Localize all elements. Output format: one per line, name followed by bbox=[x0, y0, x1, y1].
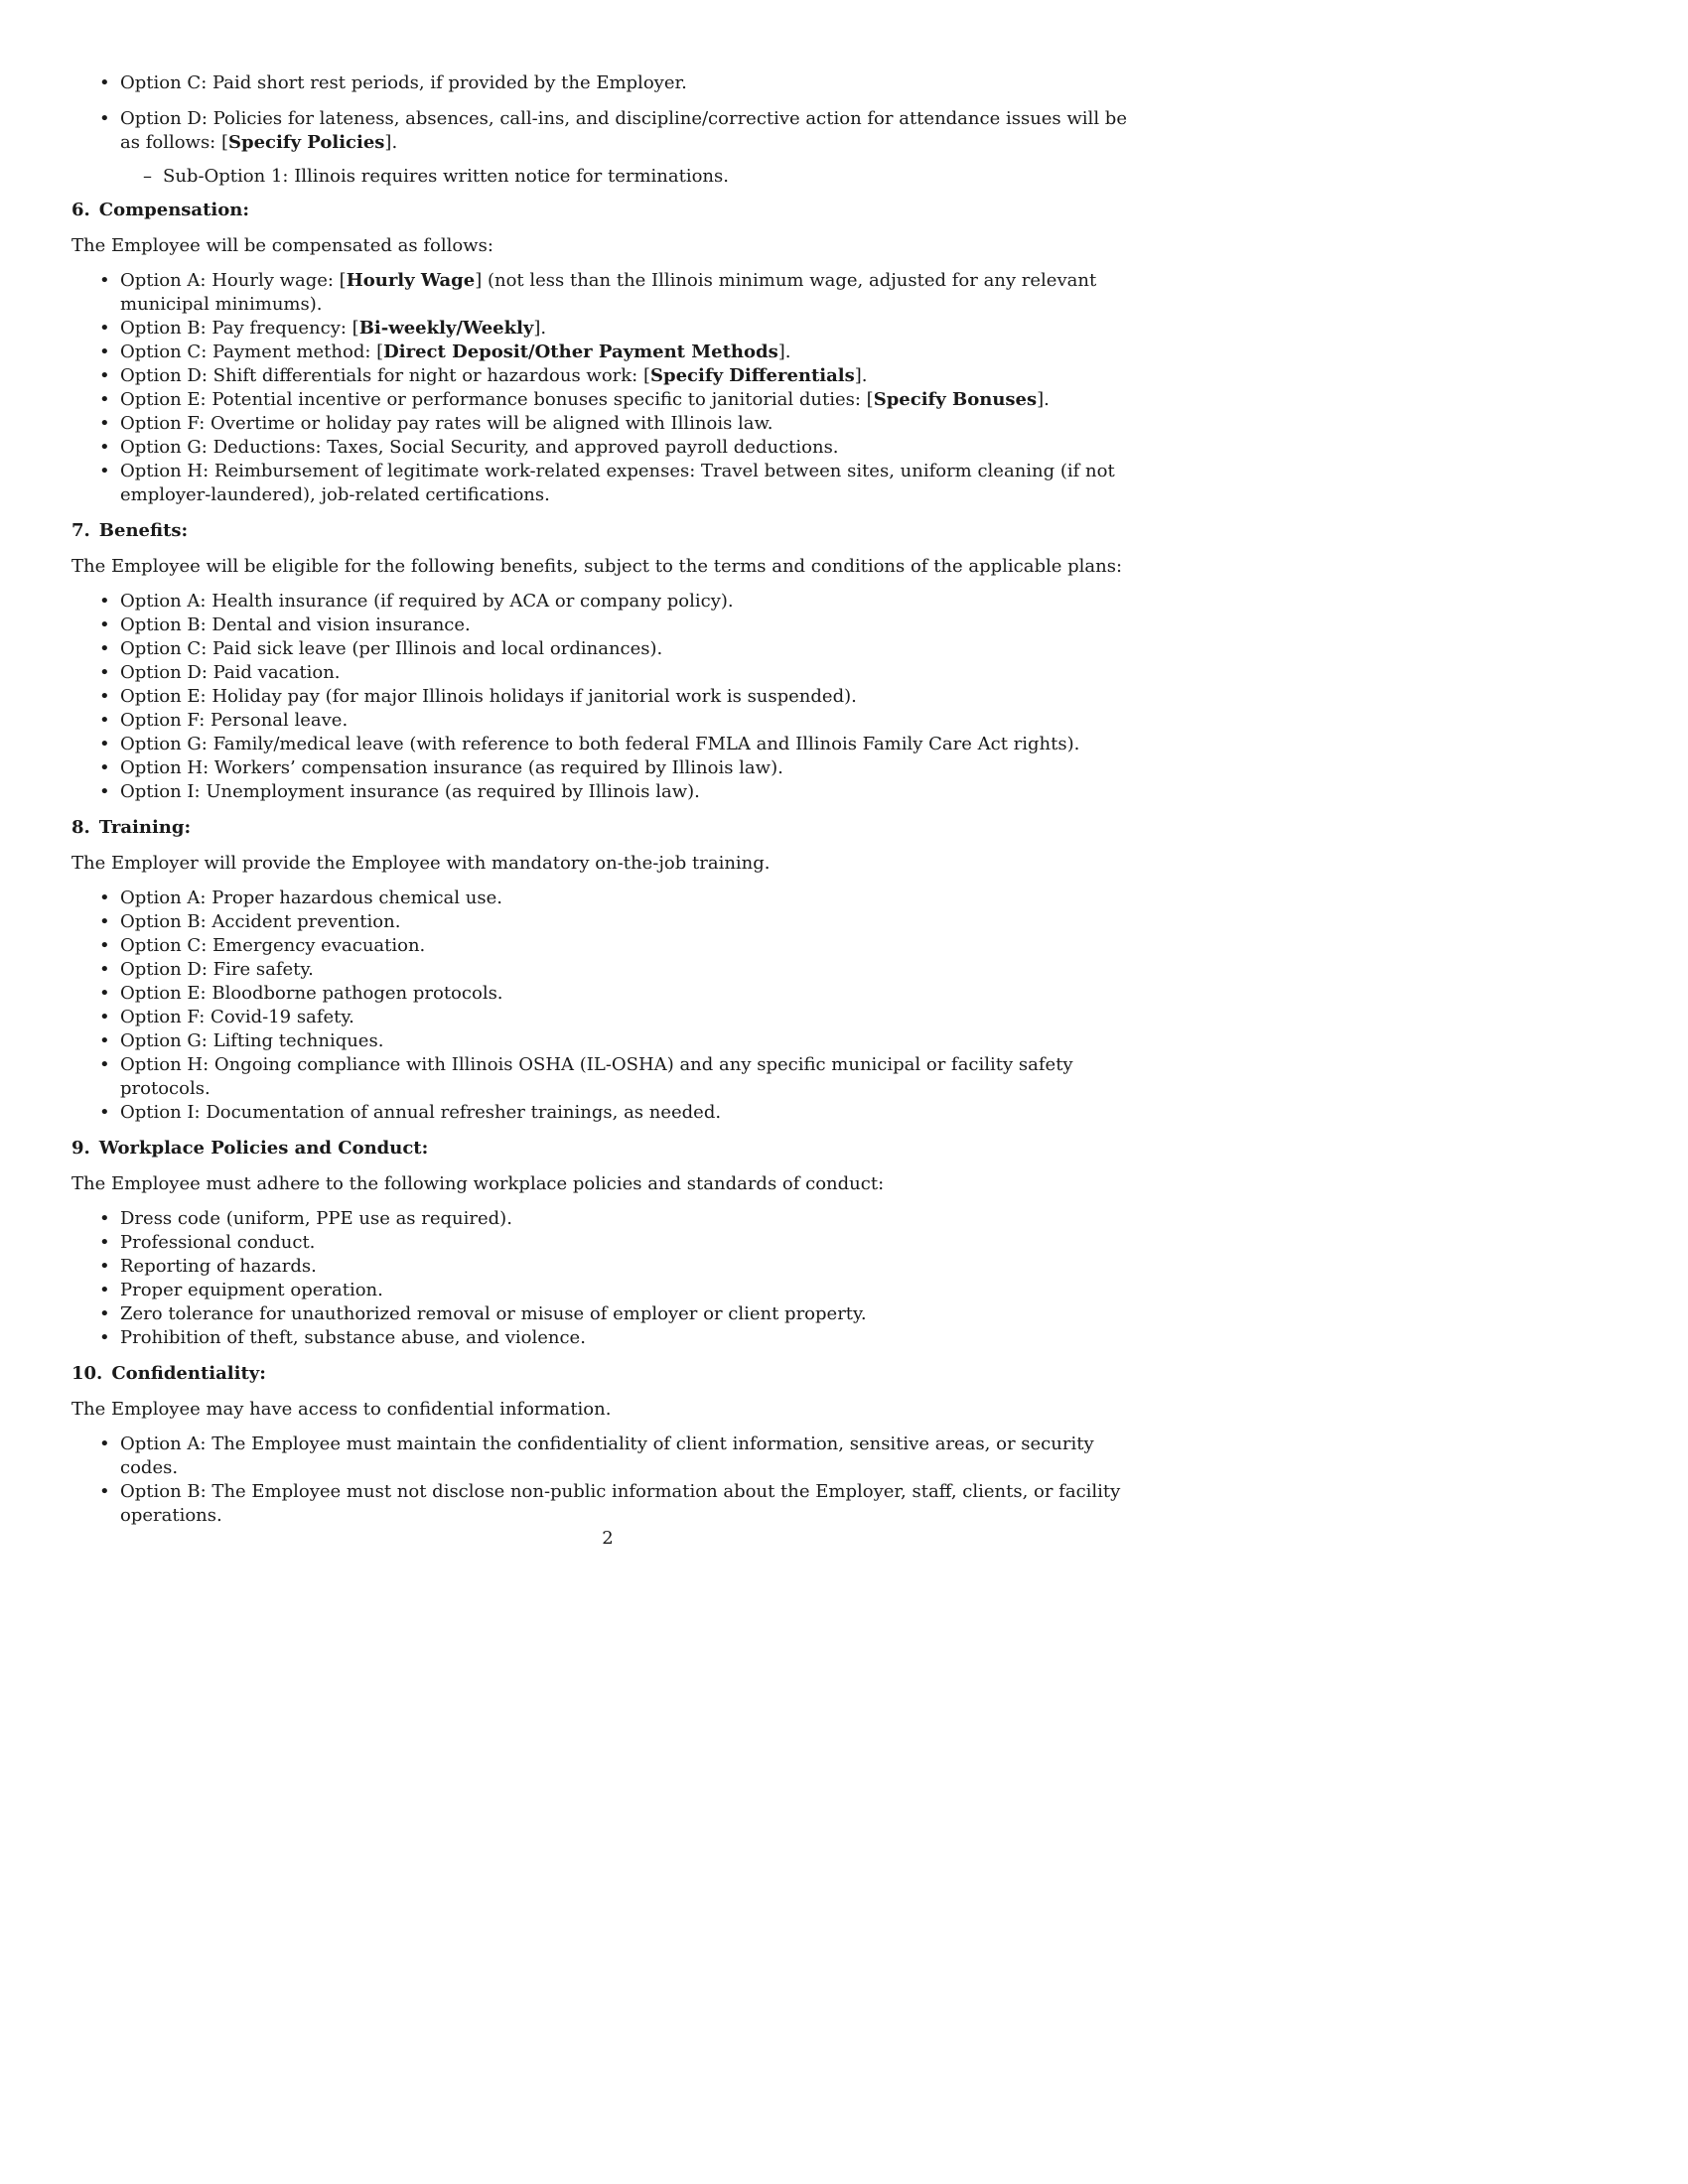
list-item: • Option E: Bloodborne pathogen protocols. bbox=[71, 982, 1146, 1006]
list-item: • Option D: Paid vacation. bbox=[71, 661, 1146, 685]
list-item: • Proper equipment operation. bbox=[71, 1279, 1146, 1302]
section-number: 10. bbox=[71, 1363, 103, 1384]
list-item: • Option B: The Employee must not disclose non-public information about the Employer, staff, clients, or facility operations. bbox=[71, 1480, 1146, 1528]
list-item: • Option I: Unemployment insurance (as required by Illinois law). bbox=[71, 780, 1146, 804]
section-title: Compensation: bbox=[98, 200, 249, 220]
placeholder-field: Direct Deposit/Other Payment Methods bbox=[383, 341, 778, 362]
section-confidentiality bbox=[71, 1362, 1146, 1528]
section-title: Benefits: bbox=[98, 520, 189, 541]
list-item: • Option I: Documentation of annual refresher trainings, as needed. bbox=[71, 1101, 1146, 1125]
placeholder-field: Bi-weekly/Weekly bbox=[358, 318, 534, 339]
section-heading bbox=[71, 816, 1146, 840]
document-body bbox=[71, 71, 1146, 1540]
placeholder-field: Specify Bonuses bbox=[873, 389, 1038, 410]
section-number: 8. bbox=[71, 817, 90, 838]
section-intro: The Employee will be eligible for the following benefits, subject to the terms and conditions of the applicable plans: bbox=[71, 556, 1123, 577]
list-item-option-d bbox=[71, 107, 1146, 155]
list-item-text: Option G: Deductions: Taxes, Social Security, and approved payroll deductions. bbox=[120, 437, 839, 458]
section-heading bbox=[71, 1362, 1146, 1386]
section-intro: The Employee will be compensated as follows: bbox=[71, 235, 493, 256]
list-item: • Option B: Dental and vision insurance. bbox=[71, 614, 1146, 637]
list-item: • Prohibition of theft, substance abuse, and violence. bbox=[71, 1326, 1146, 1350]
list-item: • Option C: Emergency evacuation. bbox=[71, 934, 1146, 958]
list-item-text: ]. bbox=[777, 341, 791, 362]
list-item: • Option H: Workers’ compensation insurance (as required by Illinois law). bbox=[71, 756, 1146, 780]
section-training bbox=[71, 816, 1146, 1125]
list-item bbox=[71, 341, 1146, 364]
list-item: • Dress code (uniform, PPE use as required). bbox=[71, 1207, 1146, 1231]
list-item-text: Sub-Option 1: Illinois requires written notice for terminations. bbox=[163, 166, 729, 187]
list-item: • Option F: Personal leave. bbox=[71, 709, 1146, 733]
confidentiality-list bbox=[71, 1433, 1146, 1528]
section-title: Workplace Policies and Conduct: bbox=[98, 1138, 429, 1159]
list-item-text: Option E: Potential incentive or performance bonuses specific to janitorial duties: [ bbox=[120, 389, 874, 410]
list-item-text: ] (not less than the Illinois minimum wage, adjusted for any relevant municipal minimums). bbox=[120, 270, 1097, 315]
list-item-text: ]. bbox=[533, 318, 547, 339]
list-item-text: Option H: Reimbursement of legitimate work-related expenses: Travel between sites, uniform cleaning (if not employer-laundered), job-related certifications. bbox=[120, 461, 1115, 505]
list-item: • Option G: Lifting techniques. bbox=[71, 1029, 1146, 1053]
list-item: • Option G: Family/medical leave (with reference to both federal FMLA and Illinois Family Care Act rights). bbox=[71, 733, 1146, 756]
section-heading bbox=[71, 519, 1146, 543]
section-number: 9. bbox=[71, 1138, 90, 1159]
section-intro: The Employee may have access to confidential information. bbox=[71, 1399, 612, 1420]
list-item: • Option D: Fire safety. bbox=[71, 958, 1146, 982]
list-item: • Option B: Accident prevention. bbox=[71, 910, 1146, 934]
list-item: • Option H: Ongoing compliance with Illinois OSHA (IL-OSHA) and any specific municipal or facility safety protocols. bbox=[71, 1053, 1146, 1101]
list-item-text: Option F: Overtime or holiday pay rates will be aligned with Illinois law. bbox=[120, 413, 774, 434]
section-intro: The Employee must adhere to the following workplace policies and standards of conduct: bbox=[71, 1173, 885, 1194]
section-title: Training: bbox=[98, 817, 192, 838]
compensation-list bbox=[71, 269, 1146, 507]
list-item-text: ]. bbox=[1037, 389, 1050, 410]
list-item bbox=[71, 436, 1146, 460]
list-item-text: ]. bbox=[384, 132, 398, 153]
list-item-text: Option D: Shift differentials for night or hazardous work: [ bbox=[120, 365, 650, 386]
sub-option-item bbox=[71, 165, 1146, 189]
list-item: • Option C: Paid sick leave (per Illinois and local ordinances). bbox=[71, 637, 1146, 661]
list-item-text: Option B: Pay frequency: [ bbox=[120, 318, 359, 339]
list-item-text: Option C: Payment method: [ bbox=[120, 341, 384, 362]
list-item: • Professional conduct. bbox=[71, 1231, 1146, 1255]
section-compensation bbox=[71, 199, 1146, 507]
page-number: 2 bbox=[602, 1528, 614, 1549]
list-item-text: Option C: Paid short rest periods, if provided by the Employer. bbox=[120, 72, 687, 93]
placeholder-field: Specify Differentials bbox=[649, 365, 855, 386]
sub-options-list bbox=[71, 165, 1146, 189]
section-title: Confidentiality: bbox=[111, 1363, 266, 1384]
section-number: 6. bbox=[71, 200, 90, 220]
placeholder-field: Specify Policies bbox=[228, 132, 385, 153]
list-item bbox=[71, 364, 1146, 388]
list-item: • Option A: Proper hazardous chemical use. bbox=[71, 887, 1146, 910]
list-item-text: ]. bbox=[854, 365, 868, 386]
list-item: • Option A: The Employee must maintain the confidentiality of client information, sensitive areas, or security codes. bbox=[71, 1433, 1146, 1480]
list-item bbox=[71, 460, 1146, 507]
section-number: 7. bbox=[71, 520, 90, 541]
list-item bbox=[71, 317, 1146, 341]
list-item bbox=[71, 388, 1146, 412]
placeholder-field: Hourly Wage bbox=[346, 270, 476, 291]
section-intro: The Employer will provide the Employee with mandatory on-the-job training. bbox=[71, 853, 771, 874]
list-item-option-c bbox=[71, 71, 1146, 95]
section-workplace-policies bbox=[71, 1137, 1146, 1350]
list-item bbox=[71, 412, 1146, 436]
list-item: • Option F: Covid-19 safety. bbox=[71, 1006, 1146, 1029]
section-heading bbox=[71, 1137, 1146, 1160]
section-benefits bbox=[71, 519, 1146, 804]
policies-list bbox=[71, 1207, 1146, 1350]
list-item: • Option A: Health insurance (if required by ACA or company policy). bbox=[71, 590, 1146, 614]
list-item-text: Option A: Hourly wage: [ bbox=[120, 270, 347, 291]
benefits-list bbox=[71, 590, 1146, 804]
list-item: • Reporting of hazards. bbox=[71, 1255, 1146, 1279]
section-heading bbox=[71, 199, 1146, 222]
list-item bbox=[71, 269, 1146, 317]
list-item: • Option E: Holiday pay (for major Illinois holidays if janitorial work is suspended). bbox=[71, 685, 1146, 709]
attendance-options-list bbox=[71, 71, 1146, 155]
training-list bbox=[71, 887, 1146, 1125]
list-item-text: Option D: Policies for lateness, absences, call-ins, and discipline/corrective action for attendance issues will be as follows: [ bbox=[120, 108, 1127, 153]
list-item: • Zero tolerance for unauthorized removal or misuse of employer or client property. bbox=[71, 1302, 1146, 1326]
